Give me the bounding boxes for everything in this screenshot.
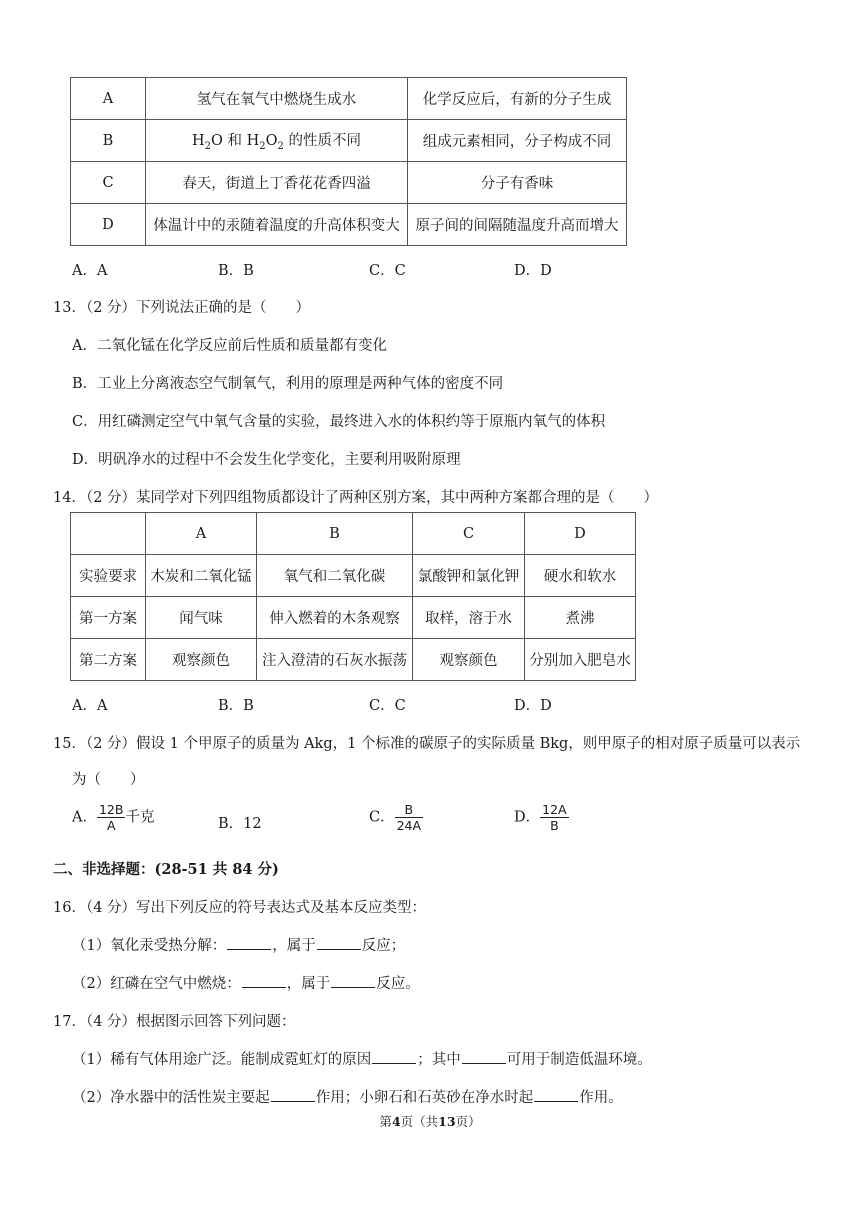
q13-option-d[interactable]: D．明矾净水的过程中不会发生化学变化，主要利用吸附原理 (72, 452, 461, 468)
numerator: B (395, 802, 423, 818)
answer-blank[interactable] (372, 1049, 416, 1064)
row-label: A (71, 78, 146, 120)
subscript: 2 (277, 140, 284, 152)
table-cell: 取样，溶于水 (413, 597, 525, 639)
q13-option-a[interactable]: A．二氧化锰在化学反应前后性质和质量都有变化 (72, 338, 387, 354)
table-cell: 氯酸钾和氯化钾 (413, 555, 525, 597)
fact-cell: 氢气在氧气中燃烧生成水 (146, 78, 408, 120)
row-label: C (71, 162, 146, 204)
answer-blank[interactable] (242, 973, 286, 988)
answer-blank[interactable] (331, 973, 375, 988)
section-heading: 二、非选择题：(28-51 共 84 分) (53, 861, 279, 878)
table-cell: 闻气味 (146, 597, 257, 639)
fraction (97, 802, 125, 833)
answer-blank[interactable] (317, 935, 361, 950)
q17-sub1 (72, 1048, 652, 1069)
header-cell (71, 513, 146, 555)
subscript: 2 (204, 140, 211, 152)
q14-option-a[interactable]: A．A (72, 698, 108, 714)
answer-blank[interactable] (462, 1049, 506, 1064)
q15-option-d[interactable] (514, 802, 569, 833)
total-pages: 13 (438, 1114, 456, 1129)
text: 反应； (361, 938, 406, 954)
explanation-cell: 化学反应后，有新的分子生成 (408, 78, 627, 120)
q15-stem-line2: 为（ ） (72, 772, 145, 788)
row-label: B (71, 120, 146, 162)
option-label: C． (369, 809, 395, 826)
text: 的性质不同 (283, 133, 362, 150)
q13-stem: 13．（2 分）下列说法正确的是（ ） (53, 300, 311, 316)
q15-stem-line1: 15．（2 分）假设 1 个甲原子的质量为 Akg，1 个标准的碳原子的实际质量 Bkg，则甲原子的相对原子质量可以表示 (53, 736, 801, 752)
table-cell: 伸入燃着的木条观察 (257, 597, 413, 639)
text: O 和 H (211, 133, 260, 150)
q15-option-a[interactable] (72, 802, 154, 833)
text: H (191, 133, 205, 150)
option-label: D． (514, 809, 541, 826)
numerator: 12A (542, 802, 567, 817)
q16-stem: 16．（4 分）写出下列反应的符号表达式及基本反应类型： (53, 900, 427, 916)
q14-stem: 14．（2 分）某同学对下列四组物质都设计了两种区别方案，其中两种方案都合理的是（ ） (53, 490, 659, 506)
q13-option-b[interactable]: B．工业上分离液态空气制氧气，利用的原理是两种气体的密度不同 (72, 376, 504, 392)
fact-cell: 体温计中的汞随着温度的升高体积变大 (146, 204, 408, 246)
header-cell: C (413, 513, 525, 555)
unit: 千克 (125, 809, 155, 826)
text: ，属于 (272, 938, 316, 954)
table-cell: 煮沸 (525, 597, 636, 639)
q17-sub2 (72, 1086, 623, 1107)
table-row (71, 597, 636, 639)
q12-option-d[interactable]: D．D (514, 263, 552, 279)
header-cell: A (146, 513, 257, 555)
subscript: 2 (259, 140, 266, 152)
answer-blank[interactable] (227, 935, 271, 950)
table-row (71, 120, 627, 162)
q15-option-b[interactable]: B．12 (218, 816, 262, 832)
table-header-row (71, 513, 636, 555)
q14-option-b[interactable]: B．B (218, 698, 254, 714)
header-cell: B (257, 513, 413, 555)
explanation-cell: 组成元素相同，分子构成不同 (408, 120, 627, 162)
table-cell: 观察颜色 (146, 639, 257, 681)
fraction (395, 802, 423, 833)
denominator: B (550, 818, 559, 833)
numerator: 12B (98, 802, 124, 817)
q17-stem: 17．（4 分）根据图示回答下列问题： (53, 1014, 296, 1030)
table-row (71, 204, 627, 246)
row-header: 实验要求 (71, 555, 146, 597)
text: 作用；小卵石和石英砂在净水时起 (315, 1090, 534, 1106)
table-cell: 氧气和二氧化碳 (257, 555, 413, 597)
q13-option-c[interactable]: C．用红磷测定空气中氧气含量的实验，最终进入水的体积约等于原瓶内氧气的体积 (72, 414, 606, 430)
row-header: 第二方案 (71, 639, 146, 681)
page-number: 4 (391, 1114, 401, 1129)
table-cell: 分别加入肥皂水 (525, 639, 636, 681)
fact-cell (146, 120, 408, 162)
text: O (265, 133, 278, 150)
table-cell: 硬水和软水 (525, 555, 636, 597)
q12-option-a[interactable]: A．A (72, 263, 108, 279)
table-row (71, 78, 627, 120)
text: （2）净水器中的活性炭主要起 (72, 1090, 270, 1106)
table-cell: 木炭和二氧化锰 (146, 555, 257, 597)
q12-table (70, 77, 627, 246)
fact-cell: 春天，街道上丁香花花香四溢 (146, 162, 408, 204)
explanation-cell: 原子间的间隔随温度升高而增大 (408, 204, 627, 246)
q16-sub2 (72, 972, 420, 993)
row-label: D (71, 204, 146, 246)
table-row (71, 639, 636, 681)
text: 作用。 (579, 1090, 623, 1106)
row-header: 第一方案 (71, 597, 146, 639)
text: 可用于制造低温环境。 (506, 1052, 652, 1068)
fraction (540, 802, 568, 833)
text: 页） (455, 1114, 481, 1129)
text: （1）氧化汞受热分解： (72, 938, 227, 954)
text: ；其中 (417, 1052, 461, 1068)
text: 反应。 (376, 976, 420, 992)
text: 第 (379, 1114, 392, 1129)
q12-option-c[interactable]: C．C (369, 263, 406, 279)
text: 页（共 (400, 1114, 439, 1129)
q14-option-c[interactable]: C．C (369, 698, 406, 714)
table-cell: 注入澄清的石灰水振荡 (257, 639, 413, 681)
q14-option-d[interactable]: D．D (514, 698, 552, 714)
text: （1）稀有气体用途广泛。能制成霓虹灯的原因 (72, 1052, 372, 1068)
header-cell: D (525, 513, 636, 555)
table-row (71, 555, 636, 597)
answer-blank[interactable] (271, 1087, 315, 1102)
option-label: A． (72, 809, 97, 826)
q15-option-c[interactable] (369, 802, 423, 833)
page-footer (0, 1112, 860, 1130)
q16-sub1 (72, 934, 405, 955)
denominator: A (106, 818, 116, 833)
q12-option-b[interactable]: B．B (218, 263, 254, 279)
explanation-cell: 分子有香味 (408, 162, 627, 204)
text: ，属于 (286, 976, 331, 992)
table-cell: 观察颜色 (413, 639, 525, 681)
table-row (71, 162, 627, 204)
denominator: 24A (396, 818, 422, 833)
q14-table (70, 512, 636, 681)
answer-blank[interactable] (534, 1087, 578, 1102)
text: （2）红磷在空气中燃烧： (72, 976, 241, 992)
